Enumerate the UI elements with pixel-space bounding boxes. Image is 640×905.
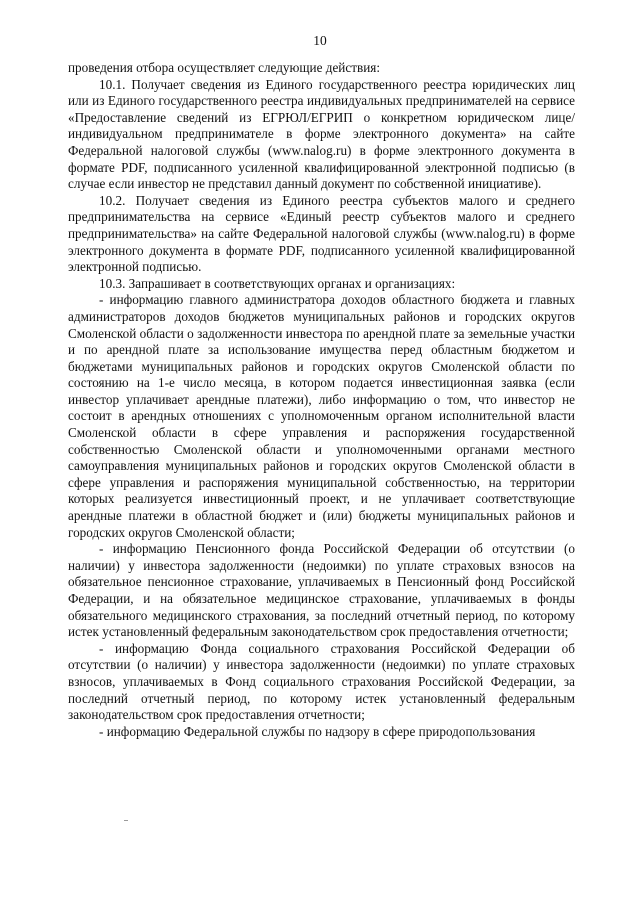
intro-line: проведения отбора осуществляет следующие действия:	[68, 60, 380, 75]
page-number: 10	[313, 33, 327, 48]
list-item-pension-fund-info: - информацию Пенсионного фонда Российской Федерации об отсутствии (о наличии) у инвестора задолженности (недоимки) по уплате страховых взносов на обязательное пенсионное страхование, уплачиваемых в Пенсионный фонд Российской Федерации, и на обязательное медицинское страхование, уплачиваемых в фонды обязательного медицинского страхования, за последний отчетный период, по которому истек установленный федеральным законодательством срок предоставления отчетности;	[68, 541, 575, 640]
clause-10-3: 10.3. Запрашивает в соответствующих органах и организациях:	[99, 275, 456, 291]
document-body	[68, 60, 575, 740]
clause-10-2: 10.2. Получает сведения из Единого реестра субъектов малого и среднего предпринимательства на сервисе «Единый реестр субъектов малого и среднего предпринимательства» на сайте Федеральной налоговой службы (www.nalog.ru) в форме электронного документа в формате PDF, подписанного усиленной квалифицированной электронной подписью.	[68, 192, 575, 275]
scan-speck	[124, 820, 128, 821]
clause-10-1: 10.1. Получает сведения из Единого государственного реестра юридических лиц или из Единого государственного реестра индивидуальных предпринимателей на сервисе «Предоставление сведений из ЕГРЮЛ/ЕГРИП о конкретном юридическом лице/индивидуальном предпринимателе в форме электронного документа» на сайте Федеральной налоговой службы (www.nalog.ru) в форме электронного документа в формате PDF, подписанного усиленной квалифицированной электронной подписью (в случае если инвестор не представил данный документ по собственной инициативе).	[68, 76, 575, 192]
list-item-rent-debt-info: - информацию главного администратора доходов областного бюджета и главных администраторов доходов бюджетов муниципальных районов и городских округов Смоленской области о задолженности инвестора по арендной плате за земельные участки и по арендной плате за использование имущества перед областным бюджетом и бюджетами муниципальных районов и городских округов Смоленской области по состоянию на 1-е число месяца, в котором подается инвестиционная заявка (если инвестор уплачивает арендные платежи), либо информацию о том, что инвестор не состоит в арендных отношениях с уполномоченным органом исполнительной власти Смоленской области в сфере управления и распоряжения государственной собственностью Смоленской области и уполномоченными органами местного самоуправления муниципальных районов и городских округов Смоленской области в сфере управления и распоряжения муниципальной собственностью, на территории которых реализуется инвестиционный проект, и не уплачивает соответствующие арендные платежи в областной бюджет и (или) бюджеты муниципальных районов и городских округов Смоленской области;	[68, 292, 575, 540]
list-item-nature-oversight-info: - информацию Федеральной службы по надзору в сфере природопользования	[99, 723, 536, 739]
list-item-social-insurance-info: - информацию Фонда социального страхования Российской Федерации об отсутствии (о наличии) у инвестора задолженности (недоимки) по уплате страховых взносов, уплачиваемых в Фонд социального страхования Российской Федерации, за последний отчетный период, по которому истек установленный федеральным законодательством срок предоставления отчетности;	[68, 640, 575, 723]
